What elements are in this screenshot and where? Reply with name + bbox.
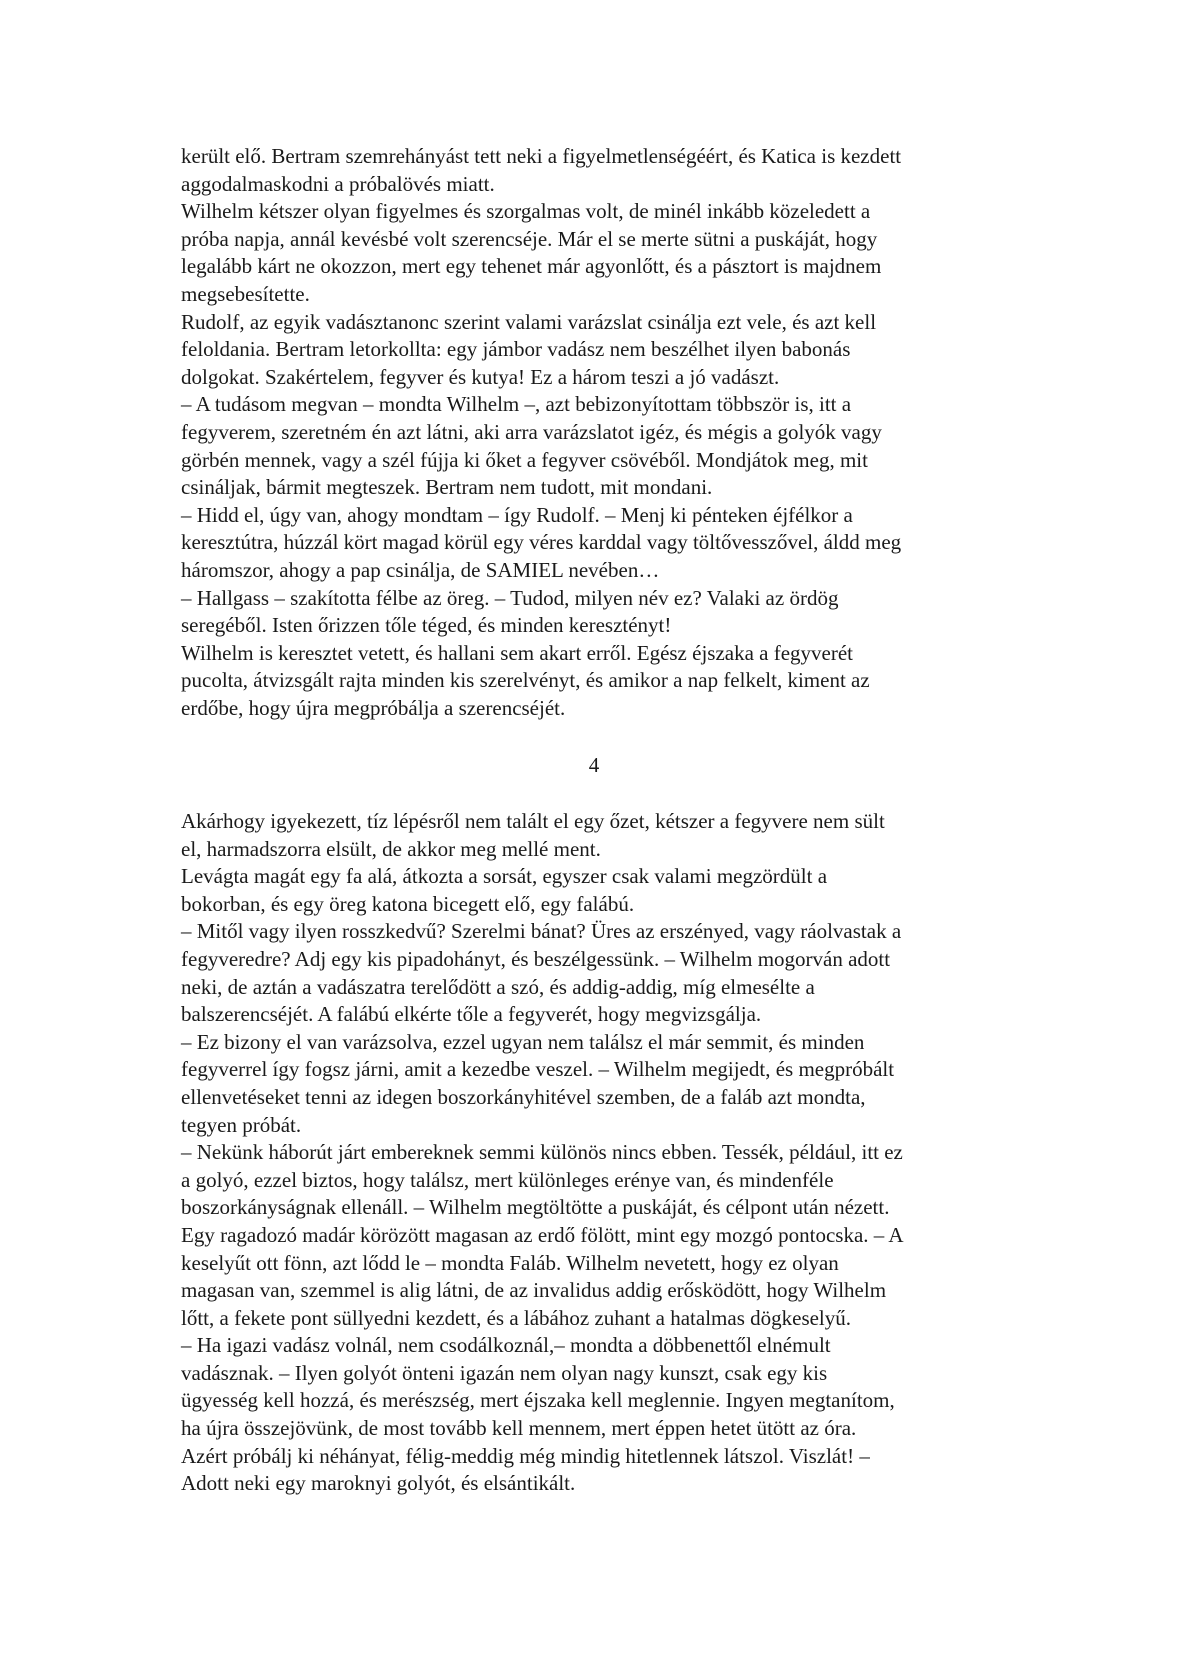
text-line: fegyverem, szeretném én azt látni, aki arra varázslatot igéz, és mégis a golyók vagy — [181, 419, 882, 444]
text-line: – A tudásom megvan – mondta Wilhelm –, azt bebizonyítottam többször is, itt a — [181, 392, 852, 417]
text-line: – Ha igazi vadász volnál, nem csodálkoznál,– mondta a döbbenettől elnémult — [181, 1333, 831, 1358]
text-line: megsebesítette. — [181, 281, 310, 306]
text-line: tegyen próbát. — [181, 1112, 302, 1137]
text-block-top — [181, 143, 1011, 722]
text-line: keselyűt ott fönn, azt lődd le – mondta Faláb. Wilhelm nevetett, hogy ez olyan — [181, 1250, 839, 1275]
text-block-bottom — [181, 808, 1011, 1498]
text-line: erdőbe, hogy újra megpróbálja a szerencséjét. — [181, 695, 566, 720]
text-line: Akárhogy igyekezett, tíz lépésről nem talált el egy őzet, kétszer a fegyvere nem sült — [181, 809, 885, 833]
text-line: ügyesség kell hozzá, és merészség, mert éjszaka kell meglennie. Ingyen megtanítom, — [181, 1388, 895, 1413]
text-line: feloldania. Bertram letorkollta: egy jámbor vadász nem beszélhet ilyen babonás — [181, 337, 851, 362]
text-line: Wilhelm kétszer olyan figyelmes és szorgalmas volt, de minél inkább közeledett a — [181, 199, 871, 224]
text-line: – Hallgass – szakította félbe az öreg. – Tudod, milyen név ez? Valaki az ördög — [181, 585, 839, 610]
text-line: ha újra összejövünk, de most tovább kell mennem, mert éppen hetet ütött az óra. — [181, 1416, 857, 1441]
text-line: került elő. Bertram szemrehányást tett neki a figyelmetlenségéért, és Katica is kezdett — [181, 144, 902, 168]
text-line: keresztútra, húzzál kört magad körül egy véres karddal vagy töltővesszővel, áldd meg — [181, 530, 902, 555]
text-line: háromszor, ahogy a pap csinálja, de SAMIEL nevében… — [181, 557, 660, 582]
text-line: seregéből. Isten őrizzen tőle téged, és minden keresztényt! — [181, 613, 672, 638]
text-line: pucolta, átvizsgált rajta minden kis szerelvényt, és amikor a nap felkelt, kiment az — [181, 668, 870, 693]
text-line: Egy ragadozó madár körözött magasan az erdő fölött, mint egy mozgó pontocska. – A — [181, 1222, 904, 1247]
text-line: Azért próbálj ki néhányat, félig-meddig még mindig hitetlennek látszol. Viszlát! – — [181, 1443, 870, 1468]
text-line: aggodalmaskodni a próbalövés miatt. — [181, 171, 495, 196]
text-line: próba napja, annál kevésbé volt szerencséje. Már el se merte sütni a puskáját, hogy — [181, 226, 878, 251]
text-line: Wilhelm is keresztet vetett, és hallani sem akart erről. Egész éjszaka a fegyverét — [181, 640, 854, 665]
section-number: 4 — [588, 753, 600, 777]
text-line: dolgokat. Szakértelem, fegyver és kutya! Ez a három teszi a jó vadászt. — [181, 364, 780, 389]
text-line: fegyveredre? Adj egy kis pipadohányt, és beszélgessünk. – Wilhelm mogorván adott — [181, 946, 891, 971]
text-line: lőtt, a fekete pont süllyedni kezdett, és a lábához zuhant a hatalmas dögkeselyű. — [181, 1305, 852, 1330]
text-line: csináljak, bármit megteszek. Bertram nem tudott, mit mondani. — [181, 475, 713, 500]
text-line: Rudolf, az egyik vadásztanonc szerint valami varázslat csinálja ezt vele, és azt kell — [181, 309, 877, 334]
text-line: el, harmadszorra elsült, de akkor meg mellé ment. — [181, 836, 601, 861]
text-line: balszerencséjét. A falábú elkérte tőle a fegyverét, hogy megvizsgálja. — [181, 1002, 762, 1027]
text-line: Levágta magát egy fa alá, átkozta a sorsát, egyszer csak valami megzördült a — [181, 864, 828, 889]
text-line: legalább kárt ne okozzon, mert egy tehenet már agyonlőtt, és a pásztort is majdnem — [181, 254, 882, 279]
text-line: görbén mennek, vagy a szél fújja ki őket a fegyver csövéből. Mondjátok meg, mit — [181, 447, 868, 472]
text-line: neki, de aztán a vadászatra terelődött a szó, és addig-addig, míg elmesélte a — [181, 974, 815, 999]
text-line: – Nekünk háborút járt embereknek semmi különös nincs ebben. Tessék, például, itt ez — [181, 1140, 903, 1165]
text-line: a golyó, ezzel biztos, hogy találsz, mert különleges erénye van, és mindenféle — [181, 1167, 834, 1192]
text-line: boszorkányságnak ellenáll. – Wilhelm megtöltötte a puskáját, és célpont után nézett. — [181, 1195, 890, 1220]
text-line: bokorban, és egy öreg katona bicegett elő, egy falábú. — [181, 891, 635, 916]
text-line: ellenvetéseket tenni az idegen boszorkányhitével szemben, de a faláb azt mondta, — [181, 1084, 866, 1109]
text-line: magasan van, szemmel is alig látni, de az invalidus addig erősködött, hogy Wilhelm — [181, 1278, 887, 1303]
text-line: – Ez bizony el van varázsolva, ezzel ugyan nem találsz el már semmit, és minden — [181, 1029, 865, 1054]
text-line: fegyverrel így fogsz járni, amit a kezedbe veszel. – Wilhelm megijedt, és megpróbált — [181, 1057, 895, 1082]
text-line: – Hidd el, úgy van, ahogy mondtam – így Rudolf. – Menj ki pénteken éjfélkor a — [181, 502, 853, 527]
text-line: vadásznak. – Ilyen golyót önteni igazán nem olyan nagy kunszt, csak egy kis — [181, 1360, 828, 1385]
text-line: Adott neki egy maroknyi golyót, és elsántikált. — [181, 1471, 576, 1496]
text-line: – Mitől vagy ilyen rosszkedvű? Szerelmi bánat? Üres az erszényed, vagy ráolvastak a — [181, 919, 902, 944]
